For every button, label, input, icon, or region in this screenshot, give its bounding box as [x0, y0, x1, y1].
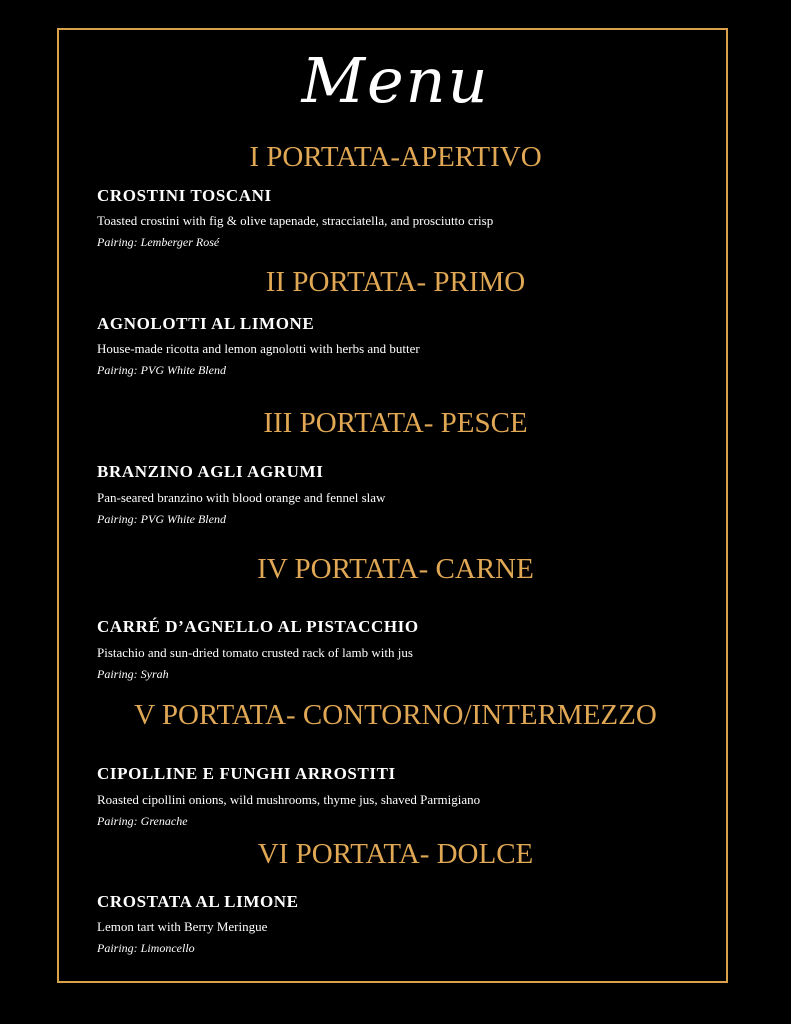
- dish-pairing-4: Pairing: Syrah: [97, 667, 169, 681]
- dish-name-6: CROSTATA AL LIMONE: [97, 892, 299, 911]
- dish-description-3: Pan-seared branzino with blood orange and fennel slaw: [97, 490, 386, 505]
- dish-name-3: BRANZINO AGLI AGRUMI: [97, 462, 324, 481]
- dish-name-1: CROSTINI TOSCANI: [97, 186, 272, 205]
- dish-pairing-6: Pairing: Limoncello: [97, 941, 195, 955]
- dish-description-6: Lemon tart with Berry Meringue: [97, 919, 268, 934]
- dish-description-4: Pistachio and sun-dried tomato crusted rack of lamb with jus: [97, 645, 413, 660]
- dish-pairing-5: Pairing: Grenache: [97, 814, 188, 828]
- course-heading-2: II PORTATA- PRIMO: [265, 266, 526, 298]
- course-heading-6: VI PORTATA- DOLCE: [257, 838, 534, 870]
- dish-pairing-2: Pairing: PVG White Blend: [97, 363, 226, 377]
- dish-description-5: Roasted cipollini onions, wild mushrooms, thyme jus, shaved Parmigiano: [97, 792, 481, 807]
- menu-title: Menu: [301, 44, 490, 117]
- course-heading-3: III PORTATA- PESCE: [263, 407, 528, 439]
- course-heading-4: IV PORTATA- CARNE: [257, 553, 534, 585]
- dish-name-4: CARRÉ D’AGNELLO AL PISTACCHIO: [97, 617, 419, 636]
- dish-description-2: House-made ricotta and lemon agnolotti with herbs and butter: [97, 341, 420, 356]
- course-heading-1: I PORTATA-APERTIVO: [249, 141, 542, 173]
- dish-description-1: Toasted crostini with fig & olive tapenade, stracciatella, and prosciutto crisp: [97, 213, 494, 228]
- dish-name-5: CIPOLLINE E FUNGHI ARROSTITI: [97, 764, 396, 783]
- dish-name-2: AGNOLOTTI AL LIMONE: [97, 314, 315, 333]
- course-heading-5: V PORTATA- CONTORNO/INTERMEZZO: [134, 699, 657, 731]
- dish-pairing-1: Pairing: Lemberger Rosé: [97, 235, 220, 249]
- dish-pairing-3: Pairing: PVG White Blend: [97, 512, 226, 526]
